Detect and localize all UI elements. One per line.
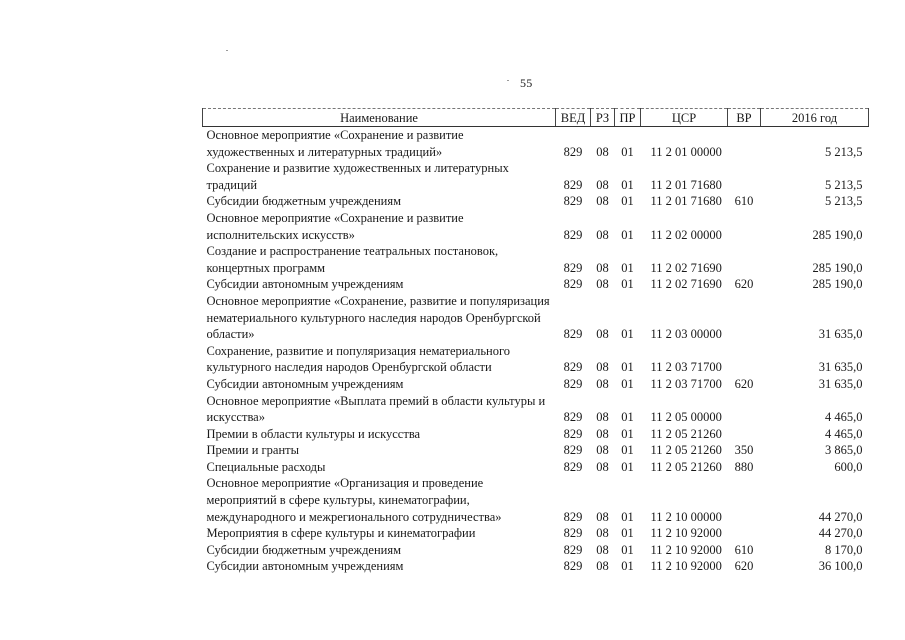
cell-rz: 08 bbox=[596, 559, 609, 574]
cell-sum: 4 465,0 bbox=[825, 410, 863, 425]
cell-sum: 31 635,0 bbox=[818, 327, 863, 342]
cell-pr: 01 bbox=[621, 542, 634, 557]
cell-rz: 08 bbox=[596, 194, 609, 209]
cell-rz: 08 bbox=[596, 177, 609, 192]
cell-name: Основное мероприятие «Сохранение и развитие художественных и литературных традиций» bbox=[206, 128, 464, 159]
table-row bbox=[203, 376, 869, 393]
cell-name: Субсидии бюджетным учреждениям bbox=[206, 194, 402, 209]
cell-rz: 08 bbox=[596, 260, 609, 275]
cell-name: Специальные расходы bbox=[206, 459, 326, 474]
scan-speck bbox=[507, 80, 509, 81]
cell-pr: 01 bbox=[621, 376, 634, 391]
cell-vr bbox=[728, 525, 761, 542]
cell-ved: 829 bbox=[563, 459, 583, 474]
cell-name: Субсидии автономным учреждениям bbox=[206, 376, 404, 391]
table-row bbox=[203, 442, 869, 459]
cell-csr: 11 2 02 71690 bbox=[650, 277, 722, 292]
table-row bbox=[203, 426, 869, 443]
cell-rz: 08 bbox=[596, 509, 609, 524]
cell-pr: 01 bbox=[621, 277, 634, 292]
cell-vr: 620 bbox=[734, 376, 754, 391]
cell-pr: 01 bbox=[621, 509, 634, 524]
cell-sum: 8 170,0 bbox=[825, 542, 863, 557]
table-row bbox=[203, 243, 869, 276]
cell-sum: 31 635,0 bbox=[818, 376, 863, 391]
cell-rz: 08 bbox=[596, 227, 609, 242]
scan-speck bbox=[226, 50, 228, 51]
header-csr: ЦСР bbox=[641, 109, 728, 127]
table-header bbox=[203, 109, 869, 127]
cell-pr: 01 bbox=[621, 526, 634, 541]
table-body bbox=[203, 127, 869, 576]
cell-name: Субсидии бюджетным учреждениям bbox=[206, 542, 402, 557]
cell-sum: 285 190,0 bbox=[812, 227, 863, 242]
cell-vr bbox=[728, 127, 761, 161]
table-row bbox=[203, 459, 869, 476]
cell-name: Сохранение, развитие и популяризация нематериального культурного наследия народов Оренбургской области bbox=[206, 343, 511, 375]
cell-sum: 5 213,5 bbox=[825, 194, 863, 209]
table-row bbox=[203, 210, 869, 243]
header-sum: 2016 год bbox=[761, 109, 869, 127]
cell-pr: 01 bbox=[621, 410, 634, 425]
table-row bbox=[203, 160, 869, 193]
cell-ved: 829 bbox=[563, 509, 583, 524]
cell-pr: 01 bbox=[621, 260, 634, 275]
header-row bbox=[203, 109, 869, 127]
table-row bbox=[203, 558, 869, 575]
cell-sum: 31 635,0 bbox=[818, 360, 863, 375]
cell-pr: 01 bbox=[621, 459, 634, 474]
cell-ved: 829 bbox=[563, 327, 583, 342]
cell-pr: 01 bbox=[621, 194, 634, 209]
cell-rz: 08 bbox=[596, 144, 609, 159]
cell-sum: 285 190,0 bbox=[812, 277, 863, 292]
cell-rz: 08 bbox=[596, 426, 609, 441]
cell-vr bbox=[728, 160, 761, 193]
cell-rz: 08 bbox=[596, 410, 609, 425]
cell-sum: 44 270,0 bbox=[818, 526, 863, 541]
cell-ved: 829 bbox=[563, 277, 583, 292]
cell-rz: 08 bbox=[596, 277, 609, 292]
cell-name: Премии и гранты bbox=[206, 443, 300, 458]
cell-csr: 11 2 02 71690 bbox=[650, 260, 722, 275]
cell-csr: 11 2 01 71680 bbox=[650, 177, 722, 192]
cell-csr: 11 2 10 92000 bbox=[650, 559, 722, 574]
cell-pr: 01 bbox=[621, 327, 634, 342]
table-row bbox=[203, 293, 869, 343]
budget-table bbox=[202, 108, 869, 575]
cell-ved: 829 bbox=[563, 526, 583, 541]
cell-vr bbox=[728, 475, 761, 525]
page-number: 55 bbox=[520, 76, 533, 90]
cell-vr bbox=[728, 243, 761, 276]
table-row bbox=[203, 542, 869, 559]
cell-csr: 11 2 01 71680 bbox=[650, 194, 722, 209]
table-row bbox=[203, 475, 869, 525]
cell-csr: 11 2 05 21260 bbox=[650, 459, 722, 474]
table-row bbox=[203, 276, 869, 293]
cell-csr: 11 2 10 00000 bbox=[650, 509, 722, 524]
cell-name: Сохранение и развитие художественных и литературных традиций bbox=[206, 161, 509, 192]
cell-sum: 36 100,0 bbox=[818, 559, 863, 574]
cell-sum: 4 465,0 bbox=[825, 426, 863, 441]
cell-csr: 11 2 03 71700 bbox=[650, 376, 722, 391]
cell-ved: 829 bbox=[563, 559, 583, 574]
cell-pr: 01 bbox=[621, 443, 634, 458]
cell-pr: 01 bbox=[621, 426, 634, 441]
header-name: Наименование bbox=[203, 109, 556, 127]
cell-ved: 829 bbox=[563, 360, 583, 375]
cell-rz: 08 bbox=[596, 459, 609, 474]
cell-name: Субсидии автономным учреждениям bbox=[206, 277, 404, 292]
cell-rz: 08 bbox=[596, 542, 609, 557]
cell-name: Основное мероприятие «Выплата премий в области культуры и искусства» bbox=[206, 393, 546, 425]
cell-ved: 829 bbox=[563, 194, 583, 209]
cell-pr: 01 bbox=[621, 360, 634, 375]
header-rz: РЗ bbox=[591, 109, 615, 127]
cell-ved: 829 bbox=[563, 426, 583, 441]
table-row bbox=[203, 393, 869, 426]
cell-rz: 08 bbox=[596, 443, 609, 458]
cell-ved: 829 bbox=[563, 376, 583, 391]
cell-vr: 880 bbox=[734, 459, 754, 474]
cell-csr: 11 2 05 21260 bbox=[650, 426, 722, 441]
cell-vr: 620 bbox=[734, 559, 754, 574]
cell-csr: 11 2 05 21260 bbox=[650, 443, 722, 458]
cell-pr: 01 bbox=[621, 227, 634, 242]
table-row bbox=[203, 343, 869, 376]
table-row bbox=[203, 127, 869, 161]
cell-rz: 08 bbox=[596, 360, 609, 375]
cell-pr: 01 bbox=[621, 144, 634, 159]
cell-ved: 829 bbox=[563, 410, 583, 425]
cell-sum: 44 270,0 bbox=[818, 509, 863, 524]
cell-vr: 620 bbox=[734, 277, 754, 292]
header-vr: ВР bbox=[728, 109, 761, 127]
header-pr: ПР bbox=[615, 109, 641, 127]
cell-ved: 829 bbox=[563, 144, 583, 159]
cell-vr bbox=[728, 210, 761, 243]
cell-sum: 5 213,5 bbox=[825, 144, 863, 159]
cell-rz: 08 bbox=[596, 526, 609, 541]
cell-sum: 5 213,5 bbox=[825, 177, 863, 192]
cell-csr: 11 2 03 71700 bbox=[650, 360, 722, 375]
cell-name: Субсидии автономным учреждениям bbox=[206, 559, 404, 574]
cell-name: Создание и распространение театральных постановок, концертных программ bbox=[206, 244, 499, 275]
cell-pr: 01 bbox=[621, 177, 634, 192]
cell-pr: 01 bbox=[621, 559, 634, 574]
cell-name: Основное мероприятие «Организация и проведение мероприятий в сфере культуры, кинематографии, международного и межрегионального сотрудничества» bbox=[206, 476, 502, 524]
cell-vr bbox=[728, 343, 761, 376]
cell-ved: 829 bbox=[563, 177, 583, 192]
cell-name: Основное мероприятие «Сохранение и развитие исполнительских искусств» bbox=[206, 210, 464, 242]
cell-ved: 829 bbox=[563, 443, 583, 458]
cell-vr bbox=[728, 393, 761, 426]
cell-csr: 11 2 10 92000 bbox=[650, 542, 722, 557]
cell-csr: 11 2 02 00000 bbox=[650, 227, 722, 242]
cell-vr: 350 bbox=[734, 443, 754, 458]
table-row bbox=[203, 525, 869, 542]
cell-ved: 829 bbox=[563, 260, 583, 275]
cell-vr: 610 bbox=[734, 194, 754, 209]
cell-vr bbox=[728, 426, 761, 443]
cell-csr: 11 2 10 92000 bbox=[650, 526, 722, 541]
cell-vr bbox=[728, 293, 761, 343]
cell-csr: 11 2 03 00000 bbox=[650, 327, 722, 342]
header-ved: ВЕД bbox=[556, 109, 591, 127]
cell-name: Основное мероприятие «Сохранение, развитие и популяризация нематериального культурного наследия народов Оренбургской области» bbox=[206, 293, 550, 342]
cell-rz: 08 bbox=[596, 376, 609, 391]
cell-sum: 600,0 bbox=[834, 459, 863, 474]
table-row bbox=[203, 193, 869, 210]
cell-ved: 829 bbox=[563, 542, 583, 557]
cell-name: Премии в области культуры и искусства bbox=[206, 426, 421, 441]
cell-csr: 11 2 01 00000 bbox=[650, 144, 722, 159]
cell-ved: 829 bbox=[563, 227, 583, 242]
cell-rz: 08 bbox=[596, 327, 609, 342]
cell-vr: 610 bbox=[734, 542, 754, 557]
cell-sum: 3 865,0 bbox=[825, 443, 863, 458]
cell-name: Мероприятия в сфере культуры и кинематографии bbox=[206, 526, 476, 541]
cell-csr: 11 2 05 00000 bbox=[650, 410, 722, 425]
cell-sum: 285 190,0 bbox=[812, 260, 863, 275]
